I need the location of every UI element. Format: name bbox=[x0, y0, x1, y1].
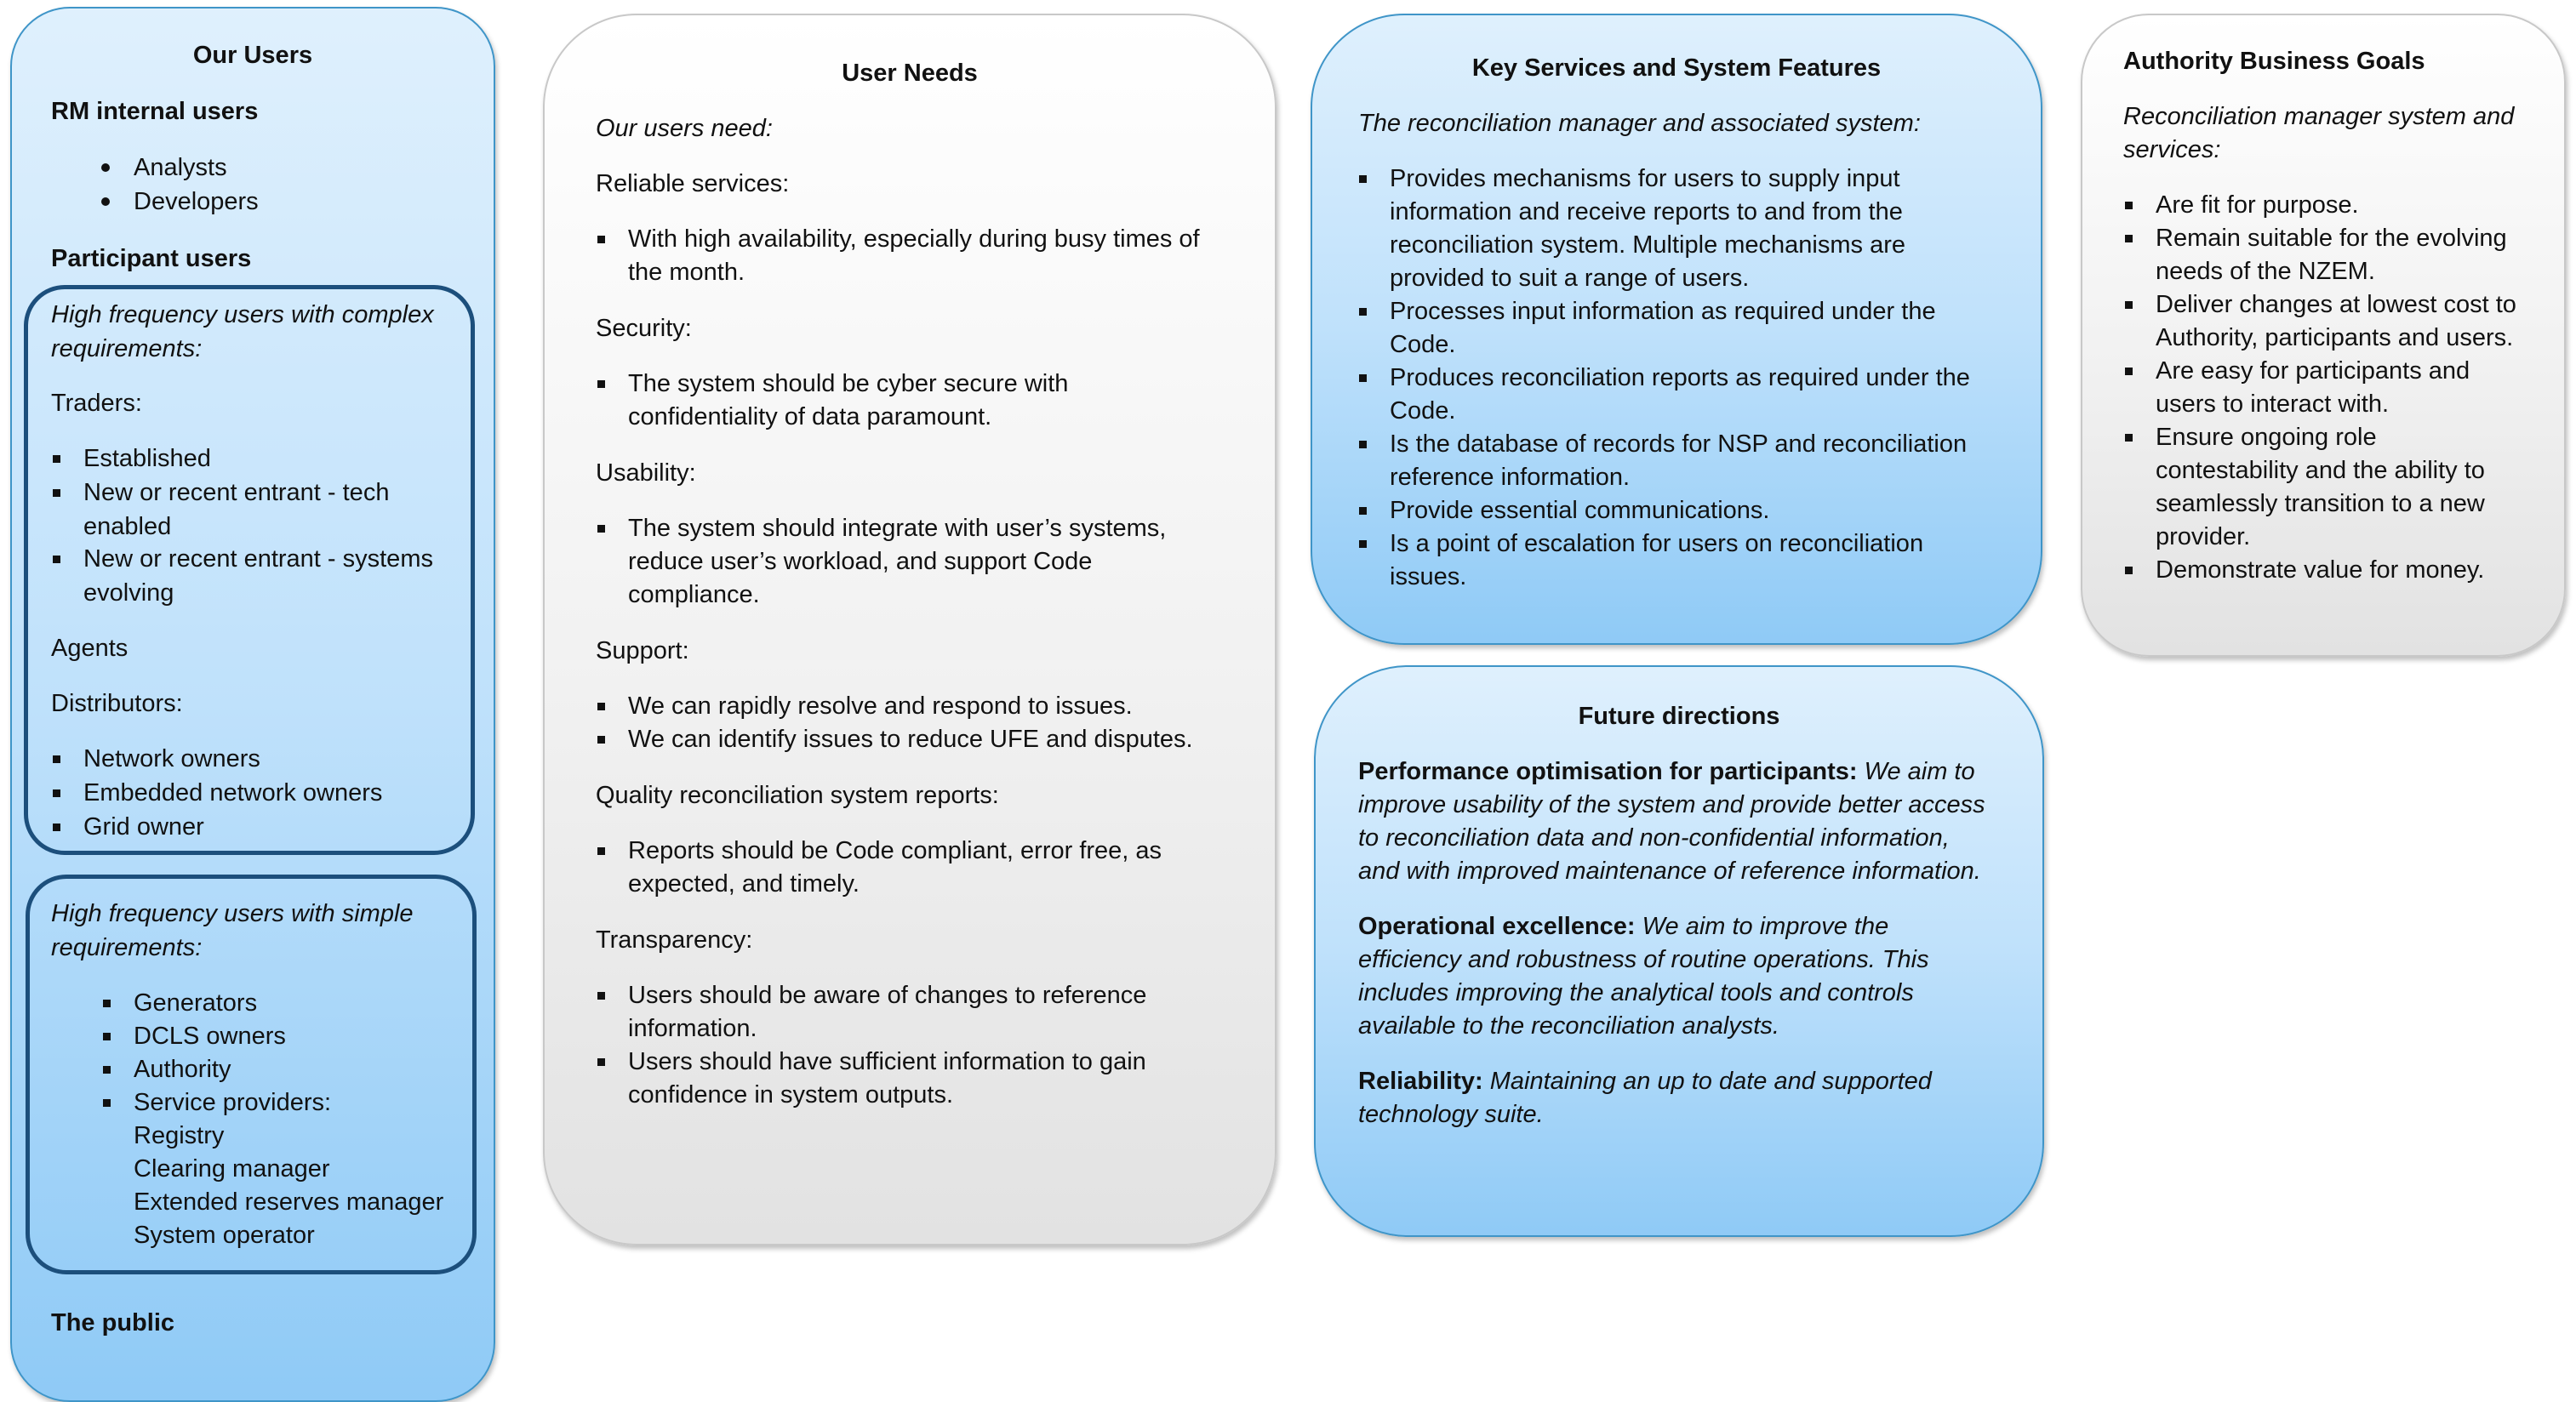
list-item: Developers bbox=[134, 185, 259, 219]
list-item-continued: provider. bbox=[2156, 523, 2251, 550]
list-item: Demonstrate value for money. bbox=[2156, 554, 2484, 587]
list-item: Network owners bbox=[83, 743, 260, 776]
list-item-continued: evolving bbox=[83, 579, 174, 607]
list-item-continued: seamlessly transition to a new bbox=[2156, 490, 2485, 517]
complex-users-title: High frequency users with complex bbox=[51, 301, 434, 328]
list-item-continued: reduce user’s workload, and support Code bbox=[628, 548, 1093, 575]
list-item: DCLS owners bbox=[134, 1020, 286, 1053]
reliability-text: Maintaining an up to date and supported bbox=[1489, 1068, 1932, 1095]
list-item-continued: needs of the NZEM. bbox=[2156, 258, 2375, 285]
performance-text: to reconciliation data and non-confidential information, bbox=[1358, 824, 1950, 852]
performance-label: Performance optimisation for participants: bbox=[1358, 758, 1858, 785]
security-label: Security: bbox=[596, 315, 692, 342]
usability-label: Usability: bbox=[596, 459, 696, 487]
operational-text: includes improving the analytical tools and controls bbox=[1358, 979, 1914, 1006]
list-item-continued: users to interact with. bbox=[2156, 390, 2389, 418]
list-item-continued: confidence in system outputs. bbox=[628, 1081, 954, 1108]
operational-text: efficiency and robustness of routine operations. This bbox=[1358, 946, 1929, 973]
list-item: Remain suitable for the evolving bbox=[2156, 222, 2507, 255]
operational-label: Operational excellence: bbox=[1358, 913, 1636, 940]
list-item-continued: information. bbox=[628, 1015, 757, 1042]
list-item: Ensure ongoing role bbox=[2156, 421, 2377, 454]
support-label: Support: bbox=[596, 637, 689, 664]
list-item-continued: enabled bbox=[83, 513, 172, 540]
reliability-text: technology suite. bbox=[1358, 1101, 1544, 1128]
list-item: We can identify issues to reduce UFE and disputes. bbox=[628, 723, 1193, 756]
list-item-continued: Code. bbox=[1390, 331, 1456, 358]
business-goals-intro: services: bbox=[2123, 136, 2221, 163]
rm-internal-heading: RM internal users bbox=[51, 98, 259, 125]
list-item: With high availability, especially during busy times of bbox=[628, 223, 1200, 256]
list-item: Is the database of records for NSP and reconciliation bbox=[1390, 428, 1967, 461]
list-item-continued: the month. bbox=[628, 259, 745, 286]
performance-text: improve usability of the system and provide better access bbox=[1358, 791, 1985, 818]
participant-heading: Participant users bbox=[51, 245, 252, 272]
distributors-label: Distributors: bbox=[51, 690, 183, 717]
list-item-continued: reconciliation system. Multiple mechanisms are bbox=[1390, 231, 1905, 259]
list-item: Are fit for purpose. bbox=[2156, 189, 2359, 222]
list-item: The system should integrate with user’s systems, bbox=[628, 512, 1166, 545]
user-needs-title: User Needs bbox=[842, 60, 978, 87]
list-item: Analysts bbox=[134, 151, 227, 185]
list-item-continued: reference information. bbox=[1390, 464, 1631, 491]
public-heading: The public bbox=[51, 1309, 174, 1336]
list-item: Are easy for participants and bbox=[2156, 355, 2470, 388]
list-item: Service providers: bbox=[134, 1086, 331, 1120]
list-item: Grid owner bbox=[83, 811, 204, 844]
list-item: New or recent entrant - tech bbox=[83, 476, 389, 510]
list-item-continued: contestability and the ability to bbox=[2156, 457, 2485, 484]
business-goals-intro: Reconciliation manager system and bbox=[2123, 103, 2515, 130]
list-item-continued: Code. bbox=[1390, 397, 1456, 425]
list-item: Provide essential communications. bbox=[1390, 494, 1769, 527]
reliability-label: Reliability: bbox=[1358, 1068, 1483, 1095]
list-item: Established bbox=[83, 442, 211, 476]
list-item-continued: information and receive reports to and from the bbox=[1390, 198, 1903, 225]
operational-text: We aim to improve the bbox=[1642, 913, 1889, 940]
key-services-intro: The reconciliation manager and associated system: bbox=[1358, 110, 1921, 137]
business-goals-title: Authority Business Goals bbox=[2123, 48, 2425, 75]
list-item: Users should have sufficient information to gain bbox=[628, 1046, 1146, 1079]
complex-users-title: requirements: bbox=[51, 335, 203, 362]
list-item-continued: Extended reserves manager bbox=[134, 1188, 444, 1216]
list-item-continued: provided to suit a range of users. bbox=[1390, 265, 1750, 292]
list-item: Produces reconciliation reports as required under the bbox=[1390, 362, 1970, 395]
list-item: Embedded network owners bbox=[83, 777, 382, 810]
list-item: Users should be aware of changes to reference bbox=[628, 979, 1146, 1012]
operational-paragraph bbox=[1358, 910, 1888, 943]
quality-label: Quality reconciliation system reports: bbox=[596, 782, 999, 809]
list-item-continued: compliance. bbox=[628, 581, 760, 608]
list-item: Processes input information as required under the bbox=[1390, 295, 1936, 328]
key-services-title: Key Services and System Features bbox=[1471, 54, 1882, 82]
user-needs-intro: Our users need: bbox=[596, 115, 773, 142]
list-item-continued: Authority, participants and users. bbox=[2156, 324, 2514, 351]
list-item: Authority bbox=[134, 1053, 231, 1086]
future-directions-title: Future directions bbox=[1578, 703, 1780, 730]
list-item: Deliver changes at lowest cost to bbox=[2156, 288, 2516, 322]
performance-text: We aim to bbox=[1864, 758, 1975, 785]
list-item: Provides mechanisms for users to supply input bbox=[1390, 162, 1900, 196]
operational-text: available to the reconciliation analysts. bbox=[1358, 1012, 1779, 1040]
list-item-continued: expected, and timely. bbox=[628, 870, 860, 898]
list-item: The system should be cyber secure with bbox=[628, 368, 1068, 401]
performance-paragraph bbox=[1358, 755, 1975, 789]
transparency-label: Transparency: bbox=[596, 926, 753, 954]
list-item-continued: Registry bbox=[134, 1122, 225, 1149]
simple-users-title: High frequency users with simple bbox=[51, 900, 414, 927]
simple-users-title: requirements: bbox=[51, 934, 203, 961]
traders-label: Traders: bbox=[51, 390, 142, 417]
list-item-continued: System operator bbox=[134, 1222, 315, 1249]
reliability-paragraph bbox=[1358, 1065, 1932, 1098]
list-item-continued: issues. bbox=[1390, 563, 1467, 590]
reliable-label: Reliable services: bbox=[596, 170, 790, 197]
list-item-continued: Clearing manager bbox=[134, 1155, 330, 1183]
list-item: Is a point of escalation for users on reconciliation bbox=[1390, 527, 1923, 561]
list-item: Generators bbox=[134, 987, 257, 1020]
list-item: New or recent entrant - systems bbox=[83, 543, 433, 576]
list-item: Reports should be Code compliant, error free, as bbox=[628, 835, 1162, 868]
list-item: We can rapidly resolve and respond to issues. bbox=[628, 690, 1133, 723]
agents-label: Agents bbox=[51, 635, 129, 662]
list-item-continued: confidentiality of data paramount. bbox=[628, 403, 992, 430]
performance-text: and with improved maintenance of reference information. bbox=[1358, 858, 1981, 885]
our-users-title: Our Users bbox=[192, 42, 313, 69]
